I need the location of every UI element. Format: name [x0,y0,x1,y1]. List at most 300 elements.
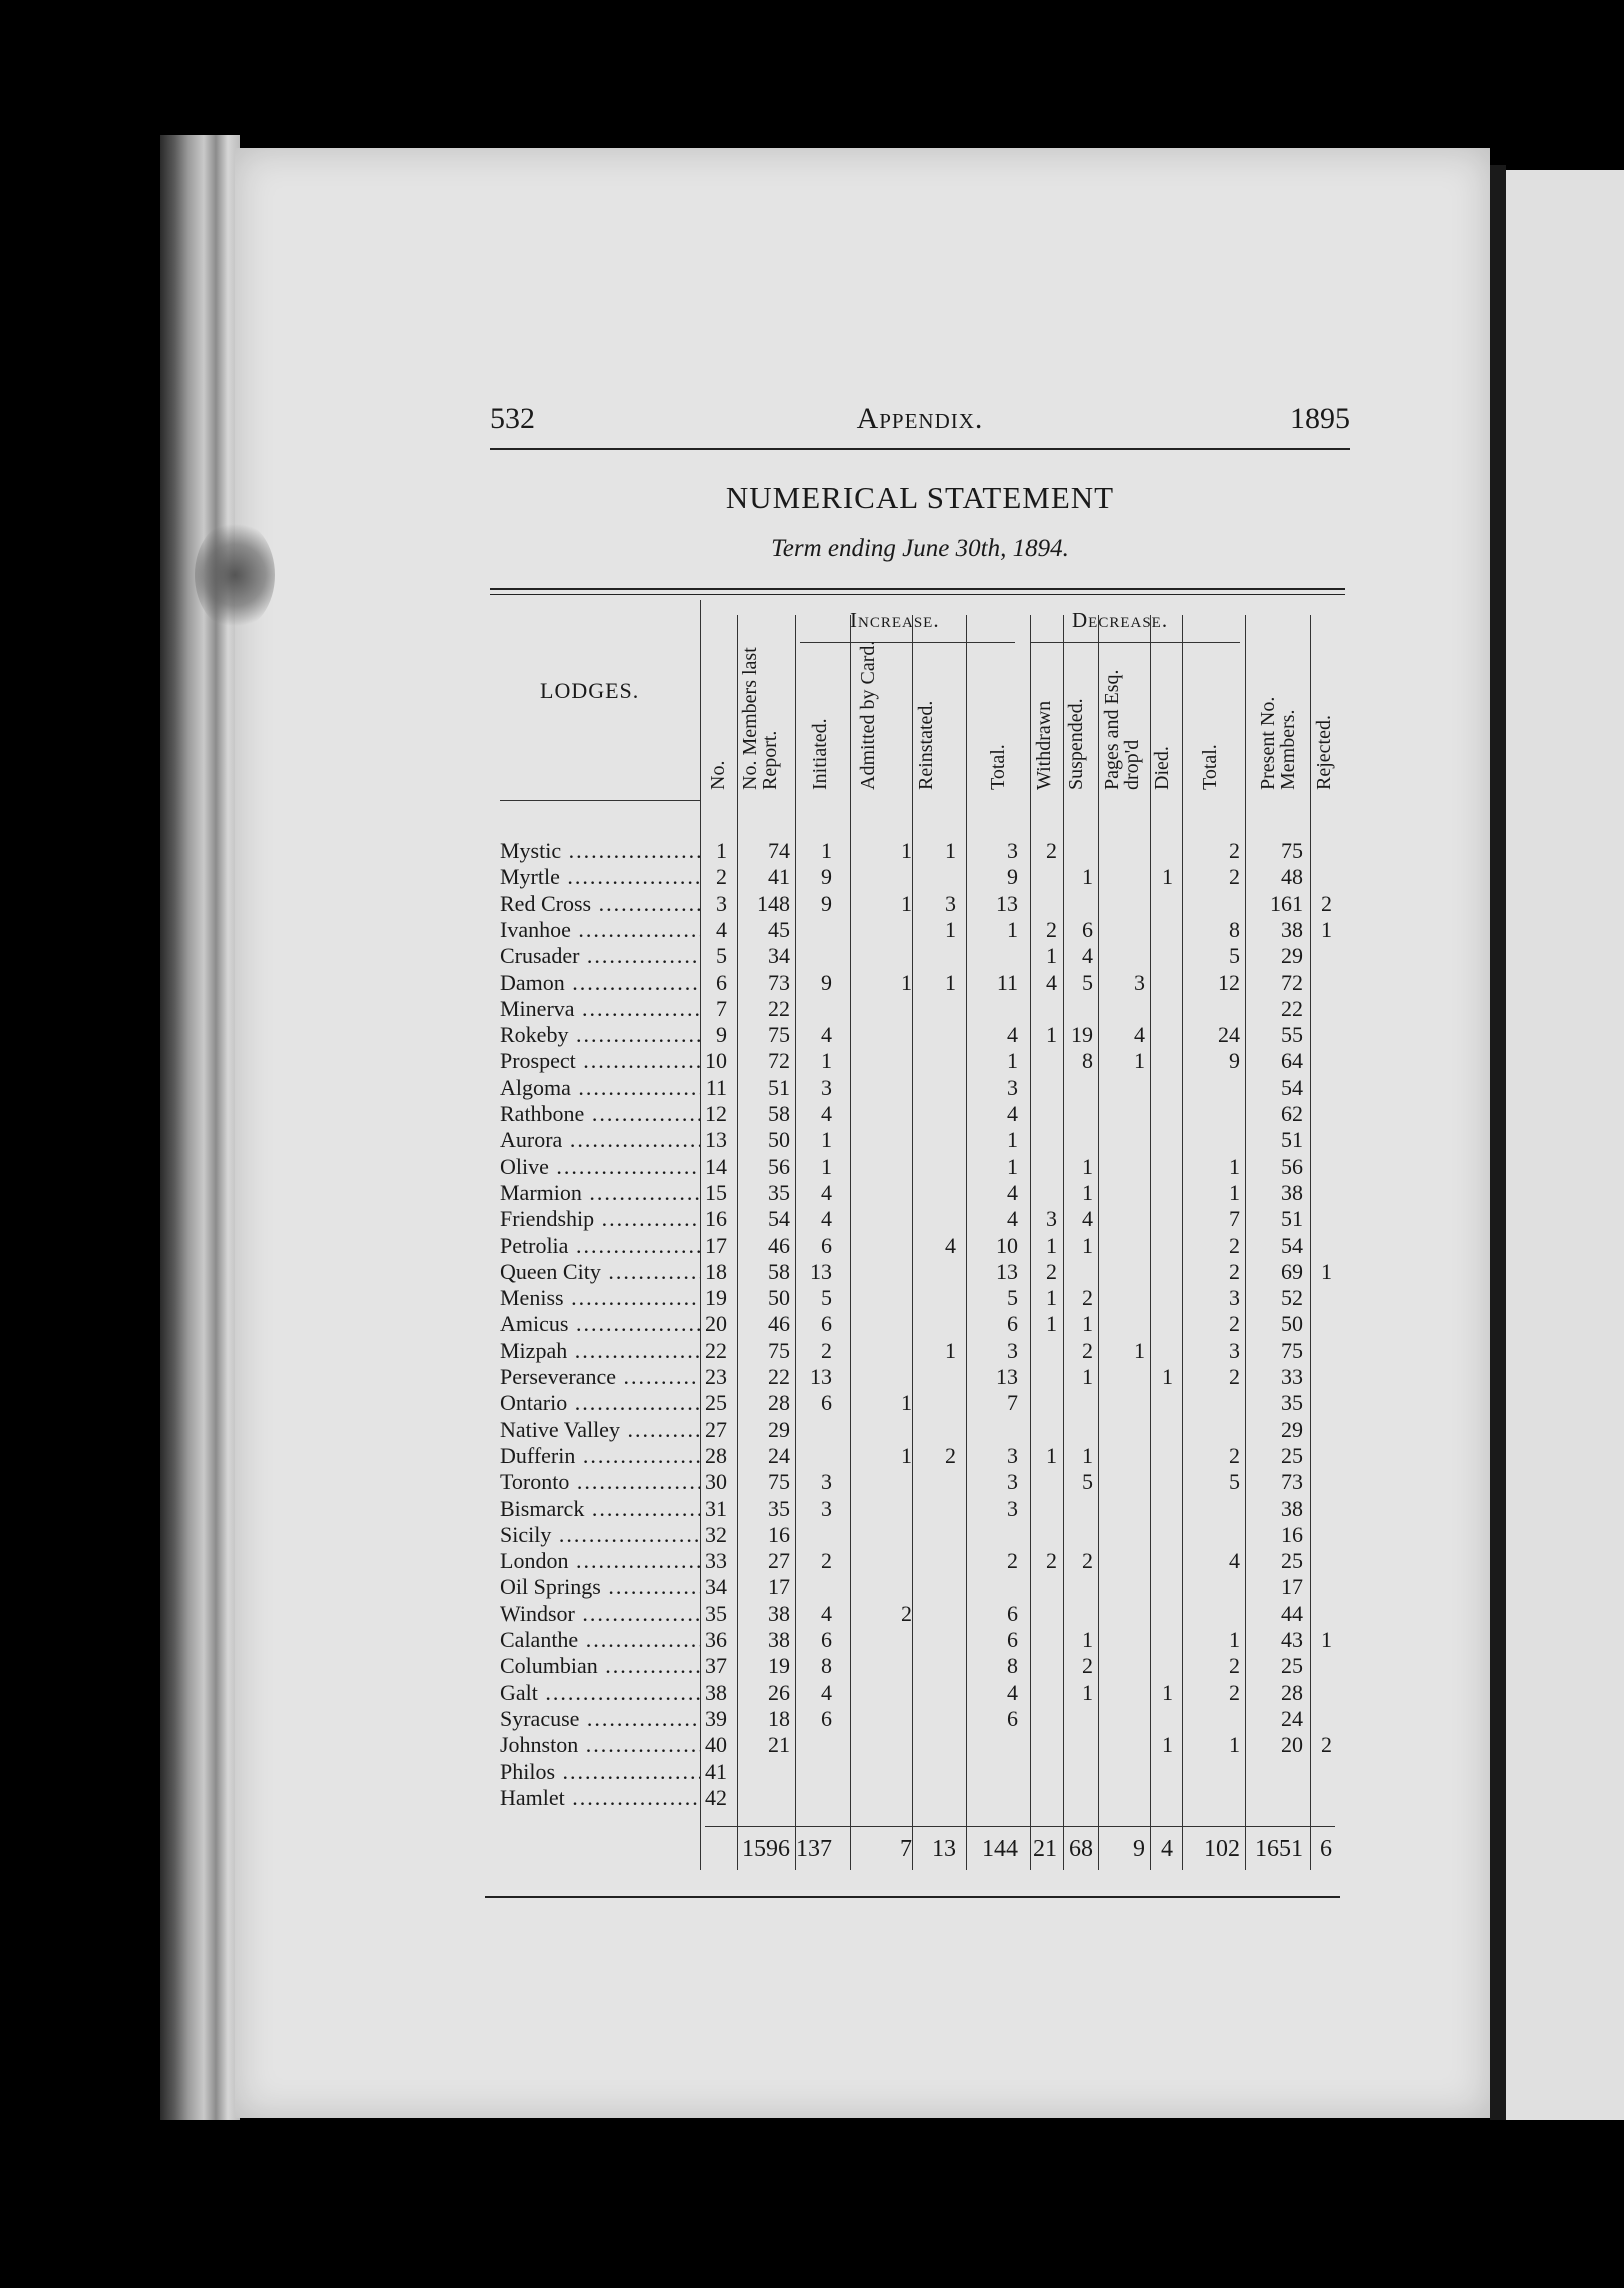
table-cell: 55 [1281,1022,1303,1048]
table-cell: 1 [945,916,956,942]
lodge-name: Mystic ..... [500,838,700,864]
table-cell: 19 [768,1653,790,1679]
total-cell: 144 [982,1836,1018,1862]
table-cell: 1 [821,1048,832,1074]
table-cell: 1 [945,838,956,863]
table-cell: 9 [821,890,832,916]
table-cell: 13 [996,890,1018,916]
table-row [500,1285,1340,1311]
table-cell: 23 [705,1364,727,1389]
table-cell: 38 [1281,1179,1303,1205]
table-row [500,1233,1340,1259]
lodge-name: Syracuse ..... [500,1706,700,1732]
lodge-name: Oil Springs ..... [500,1574,700,1600]
column-header-11: Total. [1199,744,1221,790]
table-cell: 2 [1082,1653,1093,1679]
section-title: Appendix. [856,402,984,435]
table-cell: 33 [705,1548,727,1574]
table-cell: 3 [1007,1469,1018,1495]
table-cell: 161 [1270,890,1303,916]
table-cell: 3 [1229,1285,1240,1311]
lodge-name: Native Valley ..... [500,1417,700,1443]
table-cell: 56 [768,1153,790,1179]
table-cell: 9 [1007,864,1018,890]
table-cell: 35 [705,1600,727,1626]
lodges-header: LODGES. [540,678,640,703]
table-cell: 7 [716,995,727,1021]
table-cell: 13 [996,1258,1018,1284]
table-cell: 2 [1229,1364,1240,1389]
table-cell: 2 [1229,1442,1240,1468]
table-cell: 1 [901,890,912,916]
page-title: NUMERICAL STATEMENT [725,480,1115,515]
lodge-name: Perseverance ..... [500,1364,700,1390]
table-cell: 2 [1007,1548,1018,1574]
table-cell: 1 [1082,864,1093,890]
table-cell: 6 [1007,1311,1018,1337]
table-row [500,1180,1340,1206]
table-row [500,1127,1340,1153]
column-header-12: Present No. Members. [1257,696,1299,790]
table-cell: 3 [1007,838,1018,863]
table-cell: 6 [821,1627,832,1652]
table-cell: 29 [1281,1416,1303,1442]
table-row [500,864,1340,890]
table-cell: 1 [716,838,727,863]
table-cell: 1 [1162,864,1173,890]
table-cell: 20 [705,1311,727,1337]
bottom-rule [485,1896,1340,1898]
lodge-name: Red Cross ..... [500,891,700,917]
table-row [500,1364,1340,1390]
table-cell: 5 [821,1285,832,1311]
table-row [500,1706,1340,1732]
top-rule-inner [490,594,1345,595]
table-cell: 31 [705,1495,727,1521]
table-cell: 58 [768,1101,790,1126]
table-row [500,1522,1340,1548]
table-row [500,1075,1340,1101]
table-cell: 50 [768,1285,790,1311]
table-cell: 24 [1281,1705,1303,1731]
table-row [500,891,1340,917]
table-row [500,1259,1340,1285]
table-cell: 6 [1082,916,1093,942]
table-cell: 25 [1281,1548,1303,1574]
table-cell: 20 [1281,1732,1303,1758]
lodge-name: Mizpah ..... [500,1338,700,1364]
table-row [500,1417,1340,1443]
table-cell: 28 [705,1442,727,1468]
table-cell: 22 [1281,995,1303,1021]
total-cell: 13 [932,1836,956,1862]
table-cell: 4 [1007,1101,1018,1126]
table-cell: 3 [1134,969,1145,995]
total-cell: 102 [1204,1836,1240,1862]
lodge-name: Olive ..... [500,1154,700,1180]
table-cell: 51 [1281,1206,1303,1232]
lodges-underline [500,800,700,801]
table-cell: 1 [1007,916,1018,942]
column-header-6: Total. [987,744,1009,790]
table-row [500,1443,1340,1469]
table-cell: 51 [1281,1127,1303,1153]
table-cell: 2 [1046,838,1057,863]
total-cell: 1651 [1255,1836,1303,1862]
table-cell: 3 [1007,1442,1018,1468]
table-cell: 9 [716,1022,727,1048]
table-row [500,1574,1340,1600]
lodge-name: Minerva ..... [500,996,700,1022]
table-cell: 2 [1229,1258,1240,1284]
table-cell: 4 [821,1206,832,1232]
table-cell: 3 [945,890,956,916]
table-cell: 18 [768,1705,790,1731]
table-cell: 1 [1046,1442,1057,1468]
table-cell: 3 [716,890,727,916]
table-cell: 1 [821,838,832,863]
table-cell: 4 [821,1022,832,1048]
total-cell: 4 [1161,1836,1173,1862]
table-cell: 22 [768,1364,790,1389]
table-cell: 14 [705,1153,727,1179]
total-cell: 137 [796,1836,832,1862]
table-cell: 3 [821,1074,832,1100]
table-cell: 35 [1281,1390,1303,1416]
table-cell: 26 [768,1679,790,1705]
table-cell: 1 [821,1153,832,1179]
table-cell: 8 [1229,916,1240,942]
table-cell: 19 [705,1285,727,1311]
lodge-name: Rokeby ..... [500,1022,700,1048]
table-cell: 2 [1321,890,1332,916]
table-cell: 9 [821,969,832,995]
table-cell: 36 [705,1627,727,1652]
table-cell: 4 [821,1179,832,1205]
table-cell: 3 [1229,1337,1240,1363]
table-row [500,1469,1340,1495]
facing-page [1506,170,1624,2120]
lodge-name: Bismarck ..... [500,1496,700,1522]
table-cell: 75 [768,1469,790,1495]
table-cell: 43 [1281,1627,1303,1652]
table-cell: 29 [1281,943,1303,969]
column-header-8: Suspended. [1065,698,1087,790]
table-cell: 73 [768,969,790,995]
table-cell: 8 [1082,1048,1093,1074]
table-row [500,1732,1340,1758]
lodge-name: Toronto ..... [500,1469,700,1495]
table-cell: 1 [1321,1627,1332,1652]
table-cell: 17 [768,1574,790,1600]
lodge-name: Algoma ..... [500,1075,700,1101]
table-cell: 8 [821,1653,832,1679]
table-cell: 3 [821,1495,832,1521]
total-cell: 1596 [742,1836,790,1862]
table-cell: 1 [901,969,912,995]
table-row [500,1496,1340,1522]
table-cell: 4 [1007,1179,1018,1205]
table-cell: 42 [705,1784,727,1810]
table-cell: 1 [1082,1179,1093,1205]
table-cell: 32 [705,1521,727,1547]
column-header-7: Withdrawn [1033,700,1055,790]
table-cell: 10 [996,1232,1018,1258]
table-row [500,917,1340,943]
table-cell: 72 [1281,969,1303,995]
lodge-name: Ivanhoe ..... [500,917,700,943]
table-row [500,1154,1340,1180]
table-cell: 25 [705,1390,727,1416]
table-cell: 11 [705,1074,727,1100]
lodge-name: Meniss ..... [500,1285,700,1311]
table-cell: 22 [705,1337,727,1363]
table-cell: 1 [1082,1679,1093,1705]
table-cell: 74 [768,838,790,863]
column-header-3: Initiated. [809,718,831,790]
table-cell: 22 [768,995,790,1021]
table-cell: 40 [705,1732,727,1758]
lodge-name: Myrtle ..... [500,864,700,890]
total-cell: 7 [900,1836,912,1862]
table-cell: 8 [1007,1653,1018,1679]
table-cell: 6 [821,1705,832,1731]
table-cell: 1 [1134,1337,1145,1363]
table-cell: 6 [821,1232,832,1258]
table-cell: 2 [1082,1337,1093,1363]
table-cell: 2 [1229,1653,1240,1679]
table-cell: 2 [945,1442,956,1468]
top-rule [490,588,1345,590]
table-cell: 4 [821,1600,832,1626]
lodge-name: Johnston ..... [500,1732,700,1758]
table-cell: 34 [705,1574,727,1600]
ink-smudge [195,520,275,630]
table-cell: 10 [705,1048,727,1074]
table-cell: 9 [1229,1048,1240,1074]
table-cell: 2 [716,864,727,890]
table-cell: 1 [1007,1127,1018,1153]
table-cell: 46 [768,1311,790,1337]
table-cell: 16 [1281,1521,1303,1547]
table-cell: 3 [1007,1337,1018,1363]
lodge-name: Columbian ..... [500,1653,700,1679]
table-cell: 6 [1007,1627,1018,1652]
table-cell: 5 [1082,969,1093,995]
table-cell: 6 [716,969,727,995]
lodge-name: Friendship ..... [500,1206,700,1232]
table-cell: 46 [768,1232,790,1258]
table-cell: 1 [1082,1311,1093,1337]
table-cell: 1 [945,1337,956,1363]
lodge-name: Calanthe ..... [500,1627,700,1653]
column-header-10: Died. [1151,746,1173,790]
table-cell: 1 [1229,1179,1240,1205]
table-cell: 44 [1281,1600,1303,1626]
table-cell: 3 [1007,1074,1018,1100]
table-cell: 1 [1082,1232,1093,1258]
table-cell: 39 [705,1705,727,1731]
table-cell: 2 [1229,1311,1240,1337]
table-cell: 1 [1229,1153,1240,1179]
column-header-1: No. [707,760,729,790]
table-cell: 28 [768,1390,790,1416]
lodge-name: Amicus ..... [500,1311,700,1337]
table-cell: 38 [1281,1495,1303,1521]
table-cell: 38 [768,1627,790,1652]
table-row [500,838,1340,864]
table-cell: 13 [705,1127,727,1153]
table-cell: 4 [1007,1679,1018,1705]
table-cell: 24 [1218,1022,1240,1048]
table-cell: 4 [1046,969,1057,995]
table-row [500,1653,1340,1679]
table-cell: 25 [1281,1653,1303,1679]
table-cell: 12 [1218,969,1240,995]
column-header-5: Reinstated. [915,700,937,790]
table-cell: 4 [1007,1022,1018,1048]
table-cell: 54 [768,1206,790,1232]
page-gutter [1490,165,1506,2120]
table-cell: 1 [1046,943,1057,969]
total-cell: 21 [1033,1836,1057,1862]
table-cell: 54 [1281,1232,1303,1258]
table-cell: 41 [768,864,790,890]
table-row [500,1206,1340,1232]
table-cell: 48 [1281,864,1303,890]
table-cell: 1 [1229,1627,1240,1652]
table-cell: 73 [1281,1469,1303,1495]
table-cell: 5 [1082,1469,1093,1495]
table-row [500,1548,1340,1574]
table-cell: 58 [768,1258,790,1284]
table-row [500,1785,1340,1811]
table-cell: 35 [768,1495,790,1521]
total-cell: 68 [1069,1836,1093,1862]
table-cell: 45 [768,916,790,942]
header-year: 1895 [1290,402,1350,435]
table-cell: 16 [768,1521,790,1547]
table-cell: 1 [1162,1732,1173,1758]
table-cell: 6 [821,1390,832,1416]
table-cell: 4 [1082,943,1093,969]
lodge-name: Dufferin ..... [500,1443,700,1469]
table-cell: 1 [1321,1258,1332,1284]
lodge-name: Crusader ..... [500,943,700,969]
table-cell: 4 [945,1232,956,1258]
table-cell: 1 [821,1127,832,1153]
table-row [500,1759,1340,1785]
table-cell: 1 [1046,1311,1057,1337]
table-cell: 27 [705,1416,727,1442]
table-cell: 16 [705,1206,727,1232]
table-cell: 1 [901,1390,912,1416]
table-cell: 1 [1046,1022,1057,1048]
table-cell: 3 [821,1469,832,1495]
lodge-name: Damon ..... [500,970,700,996]
table-row [500,1022,1340,1048]
table-cell: 5 [1229,1469,1240,1495]
table-cell: 6 [821,1311,832,1337]
table-cell: 17 [705,1232,727,1258]
table-cell: 1 [1134,1048,1145,1074]
table-cell: 1 [1082,1153,1093,1179]
table-cell: 1 [1162,1364,1173,1389]
table-cell: 2 [1046,916,1057,942]
table-row [500,1627,1340,1653]
table-cell: 13 [810,1364,832,1389]
lodge-name: Galt ..... [500,1680,700,1706]
table-cell: 24 [768,1442,790,1468]
table-cell: 2 [1046,1258,1057,1284]
page-number: 532 [490,402,535,435]
table-cell: 9 [821,864,832,890]
table-cell: 1 [1007,1153,1018,1179]
table-cell: 75 [768,1337,790,1363]
table-cell: 2 [1229,1232,1240,1258]
table-cell: 4 [1229,1548,1240,1574]
table-cell: 17 [1281,1574,1303,1600]
running-header [490,400,1350,450]
table-cell: 2 [1082,1285,1093,1311]
table-cell: 50 [1281,1311,1303,1337]
total-cell: 9 [1133,1836,1145,1862]
table-cell: 5 [1229,943,1240,969]
totals-rule [705,1826,1335,1827]
lodge-name: Rathbone ..... [500,1101,700,1127]
table-cell: 4 [821,1679,832,1705]
table-cell: 15 [705,1179,727,1205]
table-cell: 52 [1281,1285,1303,1311]
table-cell: 6 [1007,1600,1018,1626]
lodge-name: Queen City ..... [500,1259,700,1285]
table-row [500,1101,1340,1127]
lodge-name: London ..... [500,1548,700,1574]
table-cell: 1 [1007,1048,1018,1074]
table-cell: 38 [1281,916,1303,942]
table-cell: 2 [1082,1548,1093,1574]
table-cell: 1 [1321,916,1332,942]
table-cell: 18 [705,1258,727,1284]
table-cell: 2 [1321,1732,1332,1758]
table-cell: 1 [1229,1732,1240,1758]
page-subtitle: Term ending June 30th, 1894. [771,535,1069,562]
book-spine [160,135,240,2120]
column-header-4: Admitted by Card. [857,640,879,790]
table-cell: 1 [1046,1232,1057,1258]
table-cell: 27 [768,1548,790,1574]
table-cell: 51 [768,1074,790,1100]
table-cell: 2 [1229,864,1240,890]
table-cell: 33 [1281,1364,1303,1389]
lodge-name: Windsor ..... [500,1601,700,1627]
decrease-header: Decrease. [1072,608,1169,632]
table-cell: 2 [1046,1548,1057,1574]
table-cell: 62 [1281,1101,1303,1126]
table-cell: 72 [768,1048,790,1074]
table-cell: 3 [1046,1206,1057,1232]
table-row [500,1680,1340,1706]
table-cell: 1 [1082,1627,1093,1652]
table-cell: 28 [1281,1679,1303,1705]
lodge-name: Marmion ..... [500,1180,700,1206]
table-cell: 4 [716,916,727,942]
lodge-name: Prospect ..... [500,1048,700,1074]
table-cell: 50 [768,1127,790,1153]
table-row [500,970,1340,996]
lodge-name: Hamlet ..... [500,1785,700,1811]
table-cell: 1 [1162,1679,1173,1705]
